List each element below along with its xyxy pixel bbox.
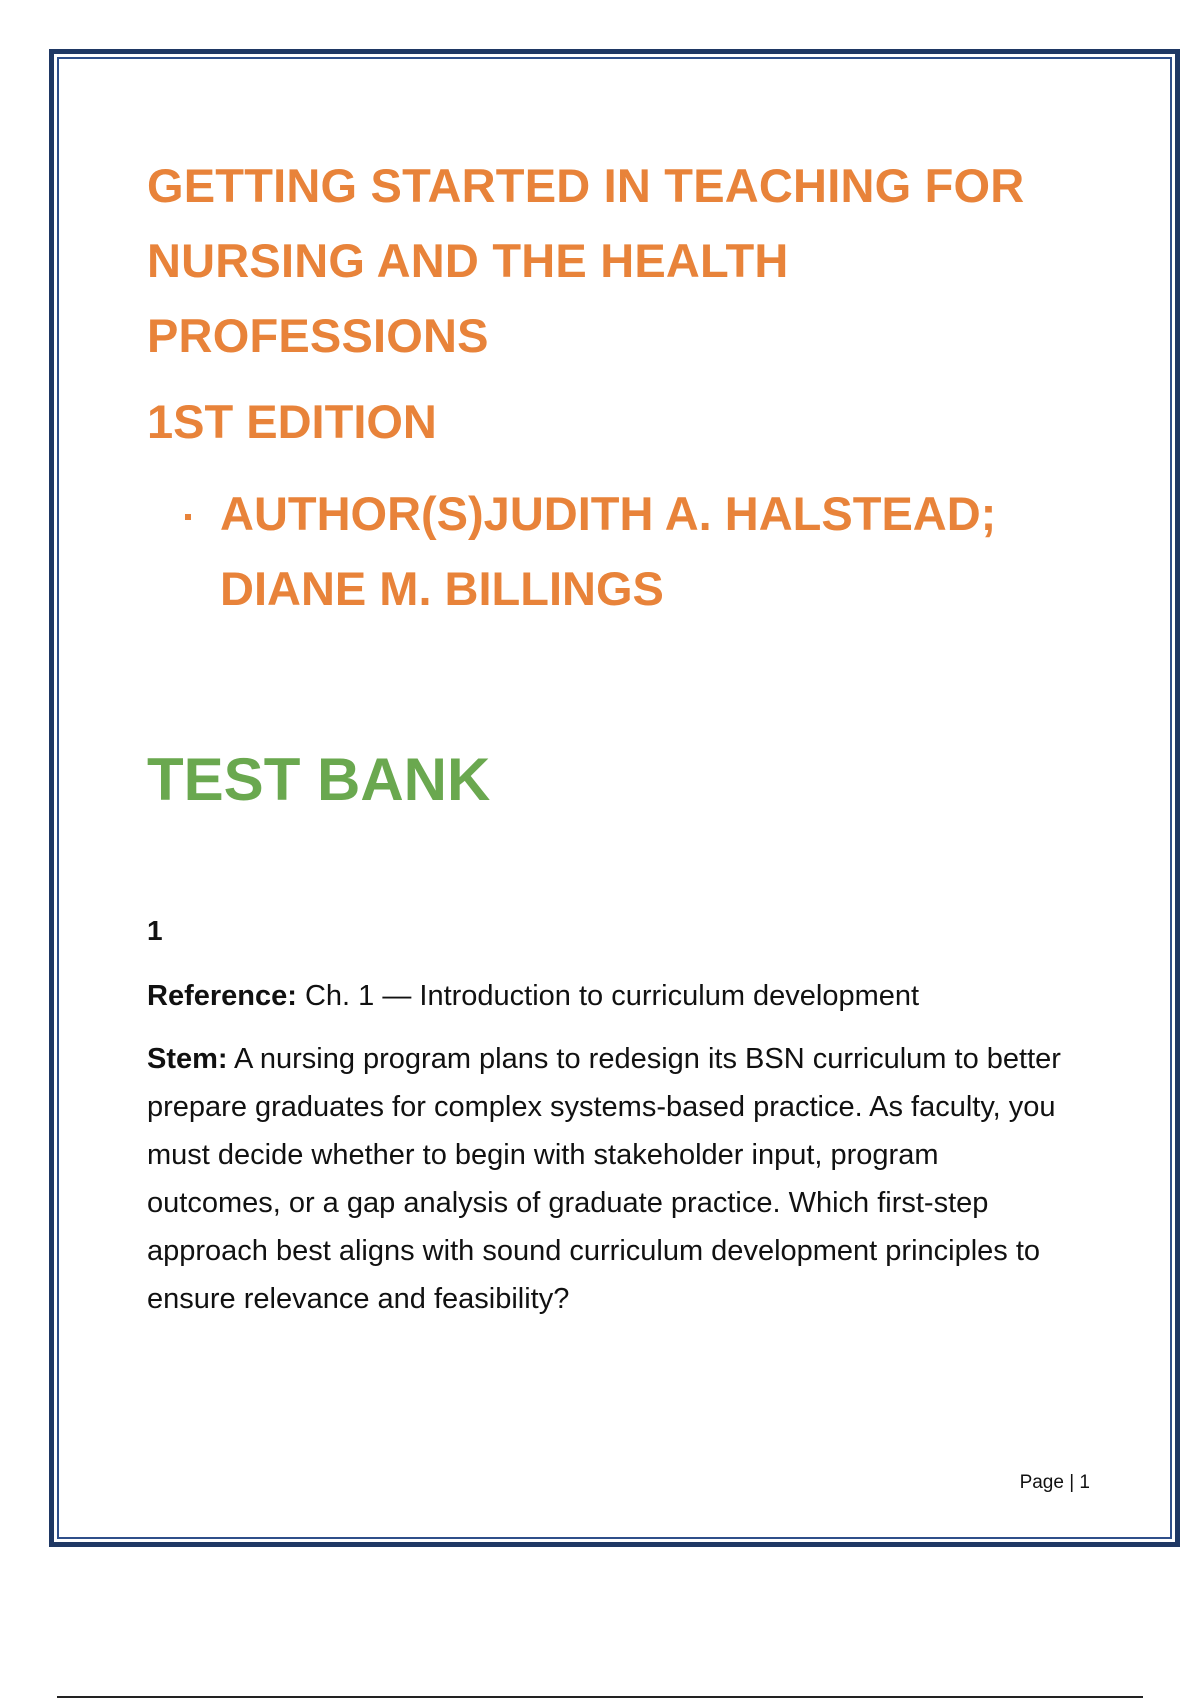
bullet-icon <box>185 514 191 520</box>
stem-label: Stem: <box>147 1043 228 1075</box>
question-reference <box>147 972 1077 1020</box>
title-line-1: GETTING STARTED IN TEACHING FOR <box>147 159 1025 212</box>
author-list <box>147 476 1047 626</box>
question-stem <box>147 1035 1077 1323</box>
section-heading: TEST BANK <box>147 746 491 813</box>
document-title <box>147 148 1047 373</box>
edition-label: 1ST EDITION <box>147 395 437 448</box>
author-line-2: DIANE M. BILLINGS <box>220 562 664 615</box>
stem-text: A nursing program plans to redesign its BSN curriculum to better prepare graduates for complex systems-based practice. As faculty, you must decide whether to begin with stakeholder input, program outcomes, or a gap analysis of graduate practice. Which first-step approach best aligns with sound curriculum development principles to ensure relevance and feasibility? <box>147 1043 1061 1315</box>
page-number: Page | 1 <box>1019 1472 1090 1493</box>
question-number: 1 <box>147 915 163 946</box>
title-line-3: PROFESSIONS <box>147 309 489 362</box>
reference-label: Reference: <box>147 980 297 1012</box>
reference-text: Ch. 1 — Introduction to curriculum development <box>296 980 920 1012</box>
title-line-2: NURSING AND THE HEALTH <box>147 234 789 287</box>
author-line-1: AUTHOR(S)JUDITH A. HALSTEAD; <box>220 487 997 540</box>
bottom-divider <box>57 1696 1143 1698</box>
